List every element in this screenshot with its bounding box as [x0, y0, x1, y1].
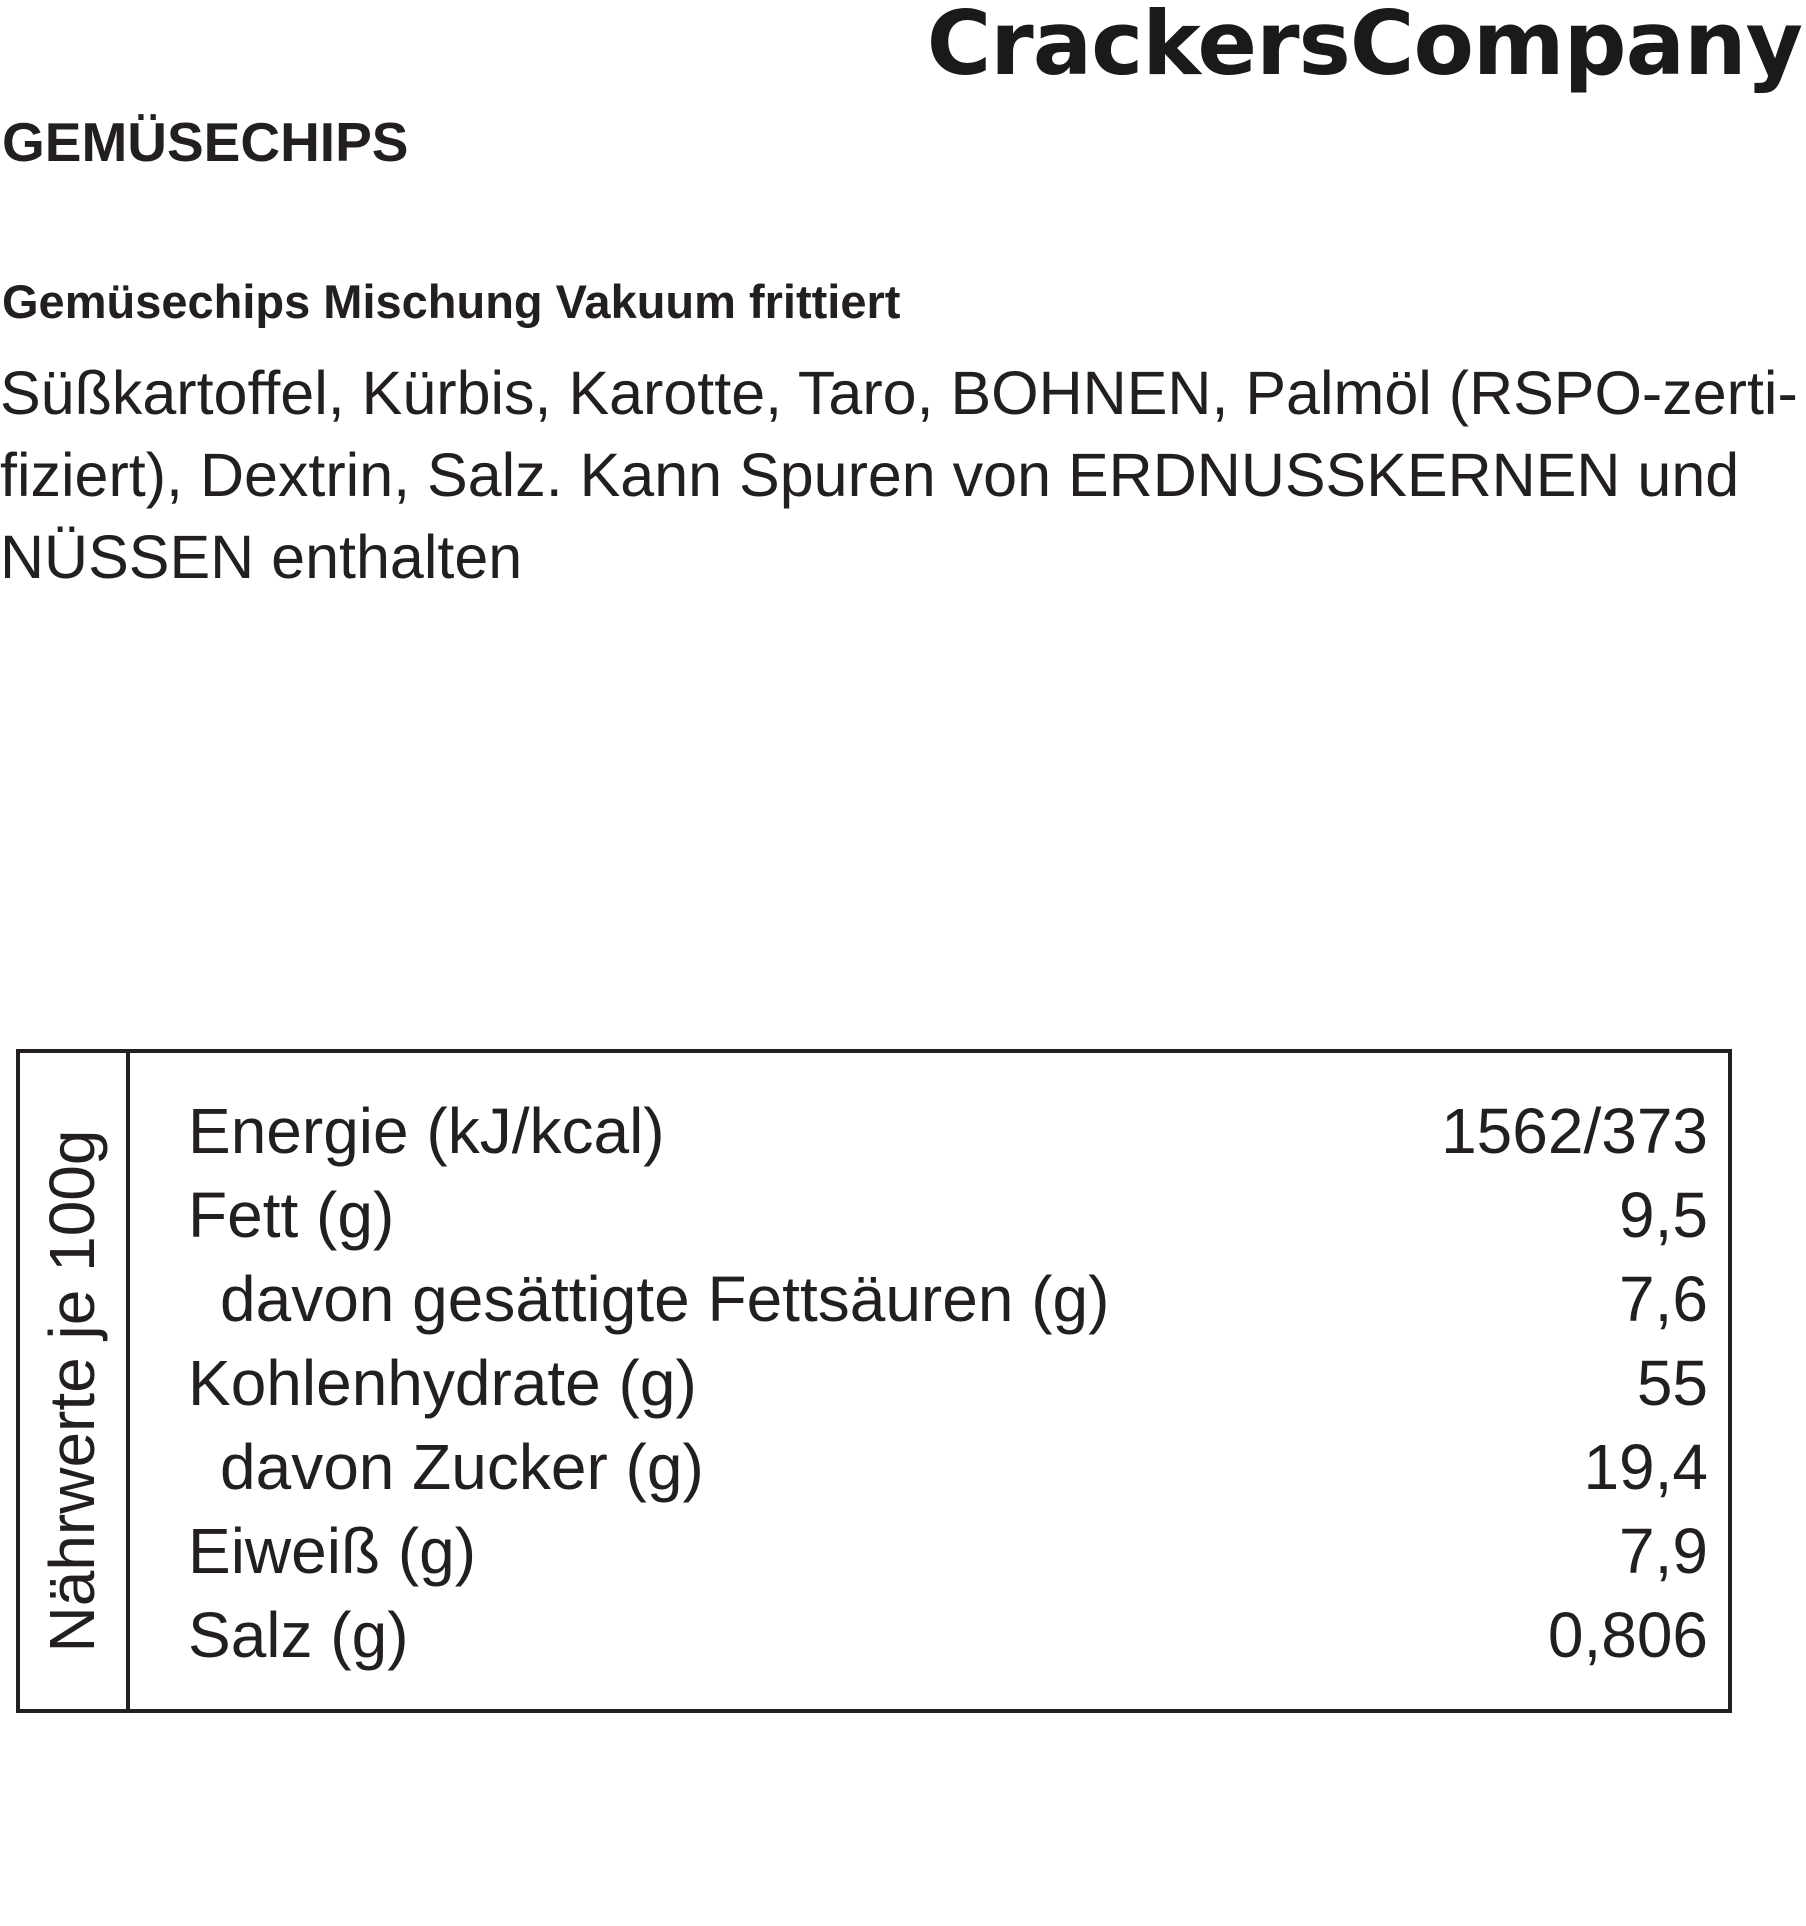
nutrition-value: 7,9 — [1619, 1515, 1708, 1587]
nutrition-row-sugar — [188, 1425, 1708, 1509]
ingredients-line: Süßkartoffel, Kürbis, Karotte, Taro, BOHNEN, Palmöl (RSPO-zerti- — [0, 359, 1798, 427]
nutrition-label: Energie (kJ/kcal) — [188, 1095, 665, 1167]
nutrition-value: 19,4 — [1583, 1431, 1708, 1503]
nutrition-row-protein — [188, 1509, 1708, 1593]
nutrition-table — [16, 1049, 1732, 1713]
nutrition-side-column — [20, 1053, 130, 1709]
nutrition-rows — [188, 1089, 1708, 1677]
nutrition-side-label: Nährwerte je 100g — [36, 1129, 108, 1653]
nutrition-value: 0,806 — [1547, 1599, 1708, 1671]
nutrition-label: Fett (g) — [188, 1179, 395, 1251]
nutrition-label: Kohlenhydrate (g) — [188, 1347, 697, 1419]
brand-logo: CrackersCompany — [926, 0, 1802, 95]
nutrition-label: Eiweiß (g) — [188, 1515, 477, 1587]
nutrition-value: 55 — [1636, 1347, 1708, 1419]
nutrition-row-energy — [188, 1089, 1708, 1173]
product-subtitle: Gemüsechips Mischung Vakuum frittiert — [2, 275, 901, 328]
nutrition-label: davon gesättigte Fettsäuren (g) — [220, 1263, 1110, 1335]
nutrition-label: davon Zucker (g) — [220, 1431, 704, 1503]
product-title: GEMÜSECHIPS — [2, 111, 409, 173]
nutrition-value: 1562/373 — [1441, 1095, 1708, 1167]
nutrition-label: Salz (g) — [188, 1599, 409, 1671]
ingredients-line: NÜSSEN enthalten — [0, 523, 523, 591]
nutrition-row-saturated-fat — [188, 1257, 1708, 1341]
ingredients-line: fiziert), Dextrin, Salz. Kann Spuren von ERDNUSSKERNEN und — [0, 441, 1740, 509]
nutrition-value: 9,5 — [1619, 1179, 1708, 1251]
ingredients-text — [0, 352, 1798, 598]
nutrition-value: 7,6 — [1619, 1263, 1708, 1335]
nutrition-row-fat — [188, 1173, 1708, 1257]
nutrition-row-salt — [188, 1593, 1708, 1677]
nutrition-row-carbohydrates — [188, 1341, 1708, 1425]
